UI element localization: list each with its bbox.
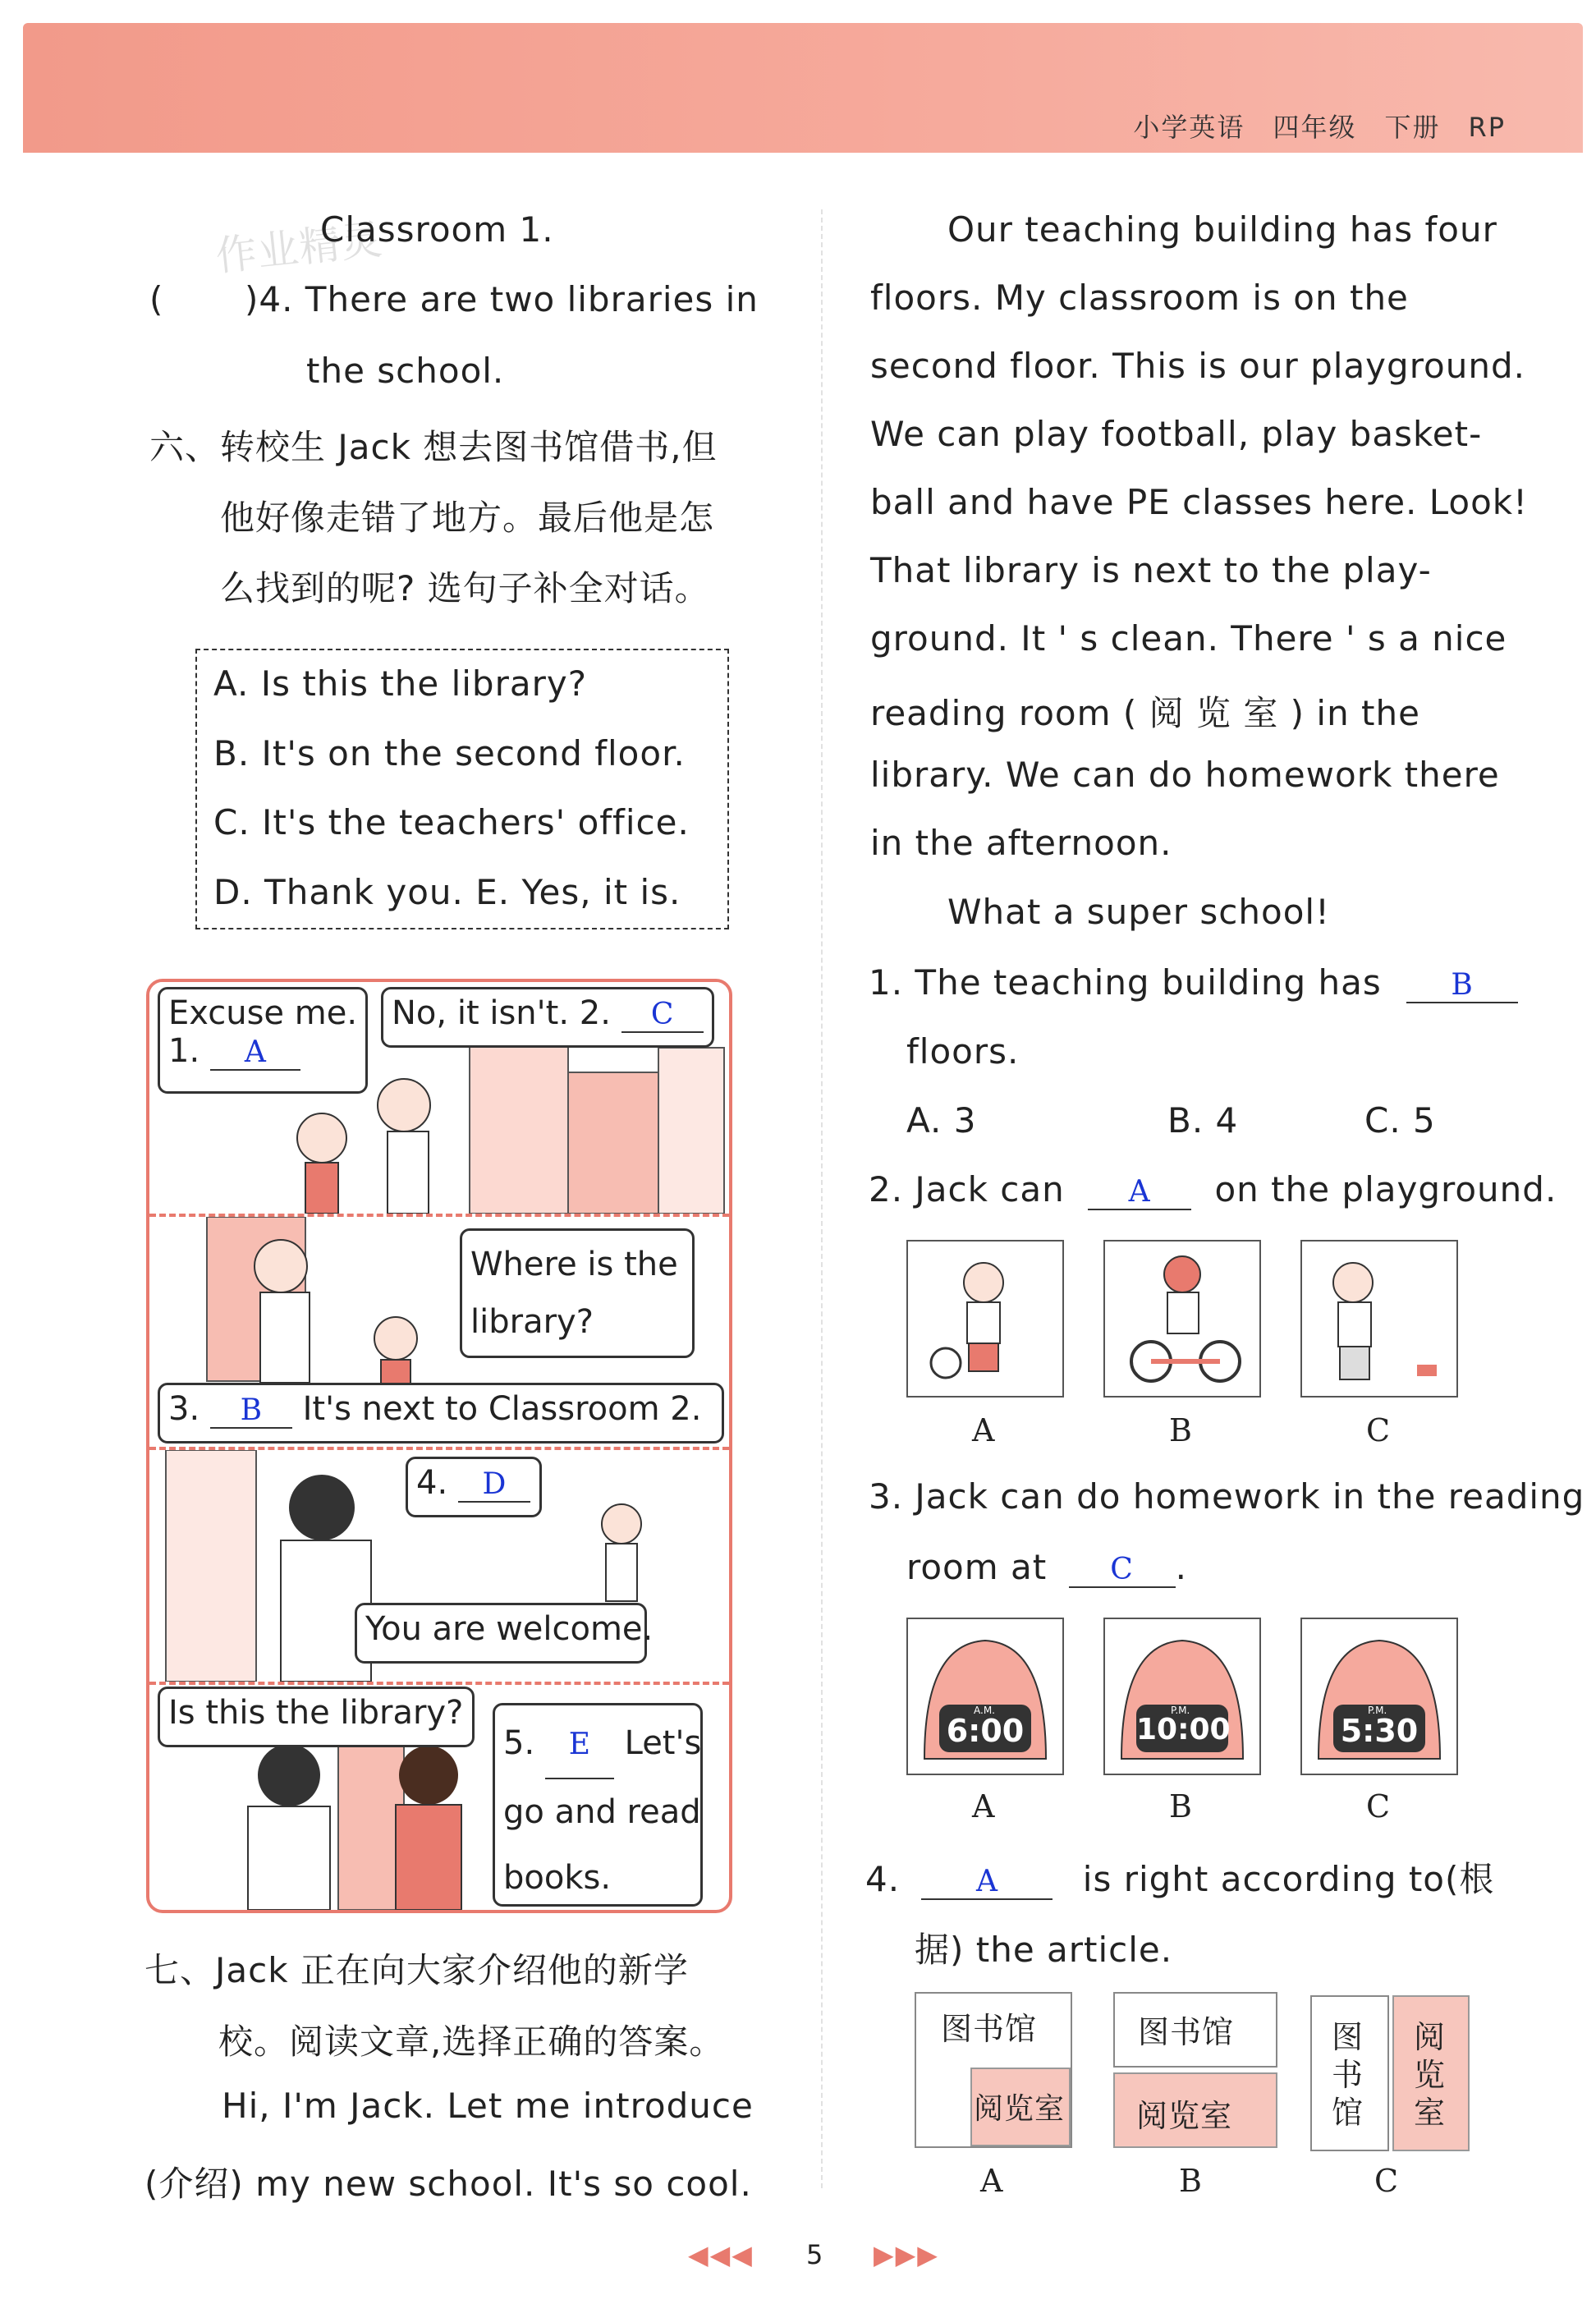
bubble-excuse-me-text: Excuse me. xyxy=(168,994,358,1032)
q4-c-room-1: 阅 xyxy=(1414,2019,1447,2055)
passage-line-1: Our teaching building has four xyxy=(947,209,1497,250)
clock-b-ampm: P.M. xyxy=(1171,1705,1190,1716)
bubble-welcome-text: You are welcome. xyxy=(365,1610,654,1648)
q4-c-lib-1: 图 xyxy=(1332,2019,1364,2055)
option-d-e: D. Thank you. E. Yes, it is. xyxy=(213,872,681,912)
subject-label: 小学英语 xyxy=(1133,112,1245,143)
q3-cont-a: room at xyxy=(906,1547,1048,1587)
q2-label-a: A xyxy=(972,1412,995,1448)
q4-a-library: 图书馆 xyxy=(941,2011,1038,2047)
section6-title: 六、转校生 Jack 想去图书馆借书,但 xyxy=(149,427,718,467)
q1-option-c: C. 5 xyxy=(1364,1100,1436,1141)
q2-stem xyxy=(869,1169,1557,1210)
comic-strip xyxy=(146,979,732,1913)
q4-c-room-3: 室 xyxy=(1414,2095,1447,2131)
bubble-thank-you xyxy=(406,1457,542,1517)
q4-c-room-2: 览 xyxy=(1414,2057,1447,2093)
q3-clock-c xyxy=(1300,1618,1458,1775)
q3-stem: 3. Jack can do homework in the reading xyxy=(869,1476,1585,1517)
bike-icon xyxy=(1105,1241,1259,1396)
q2-answer: A xyxy=(1088,1175,1191,1210)
blank-1-line xyxy=(168,1032,357,1071)
walking-icon xyxy=(1302,1241,1456,1396)
blank-3-answer: B xyxy=(210,1393,292,1429)
option-a: A. Is this the library? xyxy=(213,663,587,704)
q2-picture-football xyxy=(906,1240,1064,1398)
q1-stem xyxy=(869,962,1518,1003)
q4-open-paren: ( xyxy=(149,279,164,319)
book-info xyxy=(1105,107,1506,145)
clock-c-ampm: P.M. xyxy=(1368,1705,1387,1716)
column-divider xyxy=(821,209,823,2188)
volume-label: 下册 xyxy=(1384,112,1441,143)
bubble-lets-line1 xyxy=(503,1710,702,1779)
football-icon xyxy=(908,1241,1062,1396)
clock-b-icon xyxy=(1105,1619,1259,1774)
q4r-stem xyxy=(865,1852,1494,1902)
q4r-cont: 据) the article. xyxy=(915,1930,1173,1970)
clock-c-time: 5:30 xyxy=(1340,1713,1419,1749)
bubble-is-this-text: Is this the library? xyxy=(168,1694,464,1732)
clock-b-time: 10:00 xyxy=(1136,1713,1231,1746)
passage-line-9: library. We can do homework there xyxy=(870,755,1500,795)
q2-label-b: B xyxy=(1169,1412,1192,1448)
passage-line-6: That library is next to the play- xyxy=(870,550,1432,590)
q3-cont-b: . xyxy=(1175,1547,1187,1587)
section7-line4: (介绍) my new school. It's so cool. xyxy=(144,2164,752,2204)
blank-4-answer: D xyxy=(458,1467,530,1503)
q4-b-library: 图书馆 xyxy=(1138,2014,1235,2050)
blank-5-answer: E xyxy=(545,1712,614,1779)
passage-line-11: What a super school! xyxy=(947,892,1330,932)
q1-cont: floors. xyxy=(906,1031,1020,1072)
bubble-you-are-welcome xyxy=(355,1603,654,1664)
q1-answer: B xyxy=(1406,968,1518,1003)
blank-2-answer: C xyxy=(621,998,704,1033)
bubble-where-library xyxy=(460,1228,695,1358)
q4-statement: )4. There are two libraries in xyxy=(245,279,759,319)
passage-line-2: floors. My classroom is on the xyxy=(870,278,1409,318)
section7-title: 七、Jack 正在向大家介绍他的新学 xyxy=(144,1950,689,1990)
bubble-excuse-me xyxy=(158,987,368,1094)
grade-label: 四年级 xyxy=(1273,112,1357,143)
q1-option-b: B. 4 xyxy=(1167,1100,1239,1141)
q2-stem-b: on the playground. xyxy=(1214,1169,1557,1209)
q3-label-c: C xyxy=(1366,1788,1391,1824)
q4-label-c: C xyxy=(1374,2163,1399,2199)
bubble-lets-text1: Let's xyxy=(624,1724,702,1762)
q3-cont xyxy=(906,1547,1187,1588)
clock-a-time: 6:00 xyxy=(946,1713,1025,1749)
bubble-is-this-library xyxy=(158,1687,475,1747)
q3-label-b: B xyxy=(1169,1788,1192,1824)
passage-line-5: ball and have PE classes here. Look! xyxy=(870,482,1528,522)
watermark: 作业精灵 xyxy=(213,215,385,281)
q3-label-a: A xyxy=(972,1788,995,1824)
clock-c-icon xyxy=(1302,1619,1456,1774)
blank-5-num: 5. xyxy=(503,1724,535,1762)
blank-4-num: 4. xyxy=(416,1464,448,1502)
passage-line-8: reading room ( 阅 览 室 ) in the xyxy=(870,693,1420,733)
clock-a-icon xyxy=(908,1619,1062,1774)
bubble-next-to-text: It's next to Classroom 2. xyxy=(302,1390,702,1428)
footer-left-arrows: ◀◀◀ xyxy=(688,2239,754,2270)
section7-line2: 校。阅读文章,选择正确的答案。 xyxy=(218,2022,725,2062)
q2-stem-a: 2. Jack can xyxy=(869,1169,1065,1209)
q2-picture-bike xyxy=(1103,1240,1261,1398)
section6-line3: 么找到的呢? 选句子补全对话。 xyxy=(220,568,710,608)
q4-statement-cont: the school. xyxy=(306,351,505,391)
blank-3-num: 3. xyxy=(168,1390,200,1428)
q4-label-b: B xyxy=(1179,2163,1202,2199)
passage-line-4: We can play football, play basket- xyxy=(870,414,1483,454)
clock-a-ampm: A.M. xyxy=(974,1705,995,1716)
q3-clock-a xyxy=(906,1618,1064,1775)
bubble-where-line1: Where is the xyxy=(470,1246,678,1283)
blank-1-answer: A xyxy=(210,1035,300,1071)
q1-option-a: A. 3 xyxy=(906,1100,977,1141)
bubble-no-it-isnt-text: No, it isn't. 2. xyxy=(392,994,611,1032)
bubble-where-line2: library? xyxy=(470,1303,594,1341)
q3-answer: C xyxy=(1069,1553,1176,1588)
section7-line3: Hi, I'm Jack. Let me introduce xyxy=(222,2086,754,2126)
q4r-answer: A xyxy=(921,1865,1053,1900)
q1-stem-text: 1. The teaching building has xyxy=(869,962,1382,1003)
option-c: C. It's the teachers' office. xyxy=(213,802,690,842)
blank-1-num: 1. xyxy=(168,1032,200,1070)
q2-picture-walk xyxy=(1300,1240,1458,1398)
q4-label-a: A xyxy=(980,2163,1003,2199)
q4-a-room: 阅览室 xyxy=(974,2092,1066,2126)
page-number: 5 xyxy=(806,2239,823,2270)
bubble-lets-text2: go and read xyxy=(503,1793,701,1831)
bubble-lets-read xyxy=(493,1703,703,1907)
section6-line2: 他好像走错了地方。最后他是怎 xyxy=(220,498,715,538)
bubble-no-it-isnt xyxy=(381,987,714,1048)
q2-label-c: C xyxy=(1366,1412,1391,1448)
edition-label: RP xyxy=(1468,112,1506,143)
q4-c-lib-3: 馆 xyxy=(1332,2095,1364,2131)
passage-line-7: ground. It ' s clean. There ' s a nice xyxy=(870,618,1507,659)
footer-right-arrows: ▶▶▶ xyxy=(874,2239,939,2270)
q4-c-lib-2: 书 xyxy=(1332,2057,1364,2093)
classroom-line: Classroom 1. xyxy=(320,209,554,250)
passage-line-10: in the afternoon. xyxy=(870,823,1172,863)
q4-b-room: 阅览室 xyxy=(1136,2098,1233,2134)
q4r-stem-b: is right according to(根 xyxy=(1082,1859,1495,1899)
q3-clock-b xyxy=(1103,1618,1261,1775)
passage-line-3: second floor. This is our playground. xyxy=(870,346,1525,386)
option-b: B. It's on the second floor. xyxy=(213,733,686,773)
bubble-lets-text3: books. xyxy=(503,1859,612,1897)
q4r-stem-a: 4. xyxy=(865,1859,901,1899)
bubble-next-to-classroom xyxy=(158,1383,724,1443)
